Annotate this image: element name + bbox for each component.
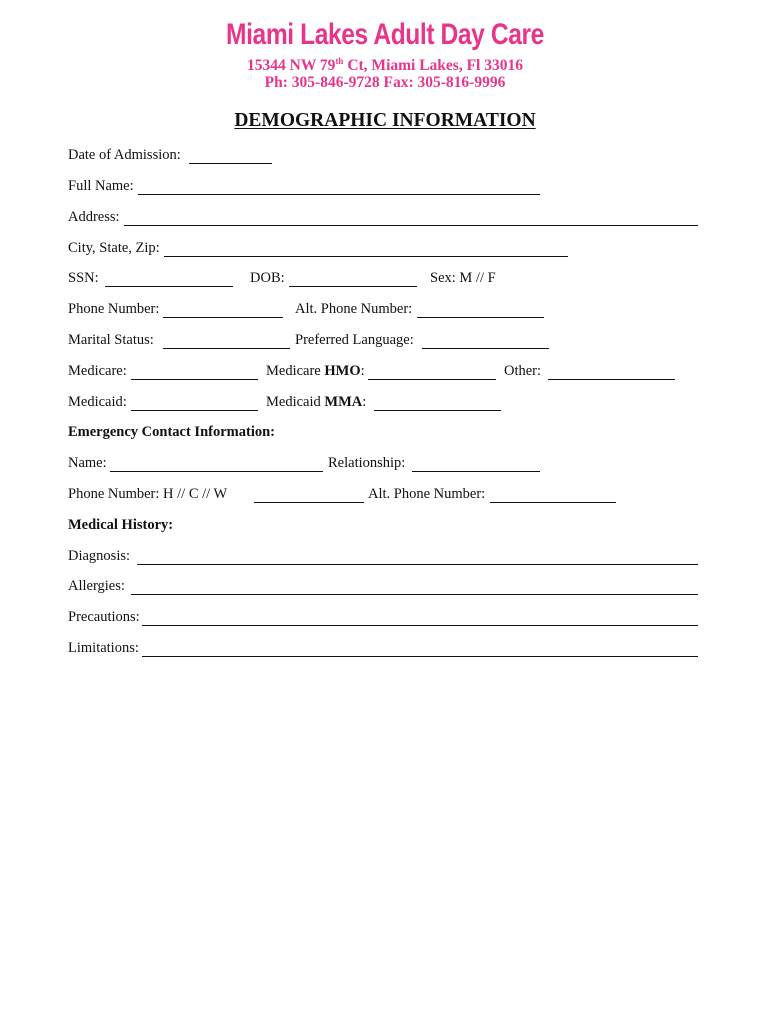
- city-state-zip-field[interactable]: [164, 256, 568, 257]
- medicare-hmo-label: Medicare HMO:: [266, 363, 365, 379]
- medicaid-label: Medicaid:: [68, 394, 127, 410]
- medicaid-mma-label: Medicaid MMA:: [266, 394, 367, 410]
- sex-options[interactable]: Sex: M // F: [430, 270, 496, 286]
- org-address: [0, 56, 770, 75]
- full-name-label: Full Name:: [68, 178, 134, 194]
- ssn-label: SSN:: [68, 270, 99, 286]
- address-label: Address:: [68, 209, 120, 225]
- precautions-field[interactable]: [142, 625, 698, 626]
- org-name: Miami Lakes Adult Day Care: [226, 18, 544, 51]
- form-title: DEMOGRAPHIC INFORMATION: [234, 110, 536, 131]
- medicare-hmo-field[interactable]: [368, 379, 496, 380]
- phone-number-label: Phone Number:: [68, 301, 160, 317]
- medicaid-mma-field[interactable]: [374, 410, 501, 411]
- precautions-label: Precautions:: [68, 609, 140, 625]
- ec-name-label: Name:: [68, 455, 107, 471]
- phone-number-field[interactable]: [163, 317, 283, 318]
- dob-field[interactable]: [289, 286, 417, 287]
- other-label: Other:: [504, 363, 542, 379]
- medical-history-heading: Medical History:: [68, 517, 174, 533]
- diagnosis-field[interactable]: [137, 564, 698, 565]
- ec-alt-phone-number-field[interactable]: [490, 502, 616, 503]
- ssn-field[interactable]: [105, 286, 233, 287]
- address-suffix: Ct, Miami Lakes, Fl 33016: [343, 57, 523, 75]
- marital-status-field[interactable]: [163, 348, 290, 349]
- preferred-language-label: Preferred Language:: [295, 332, 414, 348]
- emergency-contact-heading: Emergency Contact Information:: [68, 424, 275, 440]
- date-of-admission-label: Date of Admission:: [68, 147, 181, 163]
- alt-phone-number-field[interactable]: [417, 317, 544, 318]
- marital-status-label: Marital Status:: [68, 332, 154, 348]
- preferred-language-field[interactable]: [422, 348, 549, 349]
- address-sup: th: [335, 56, 344, 66]
- full-name-field[interactable]: [138, 194, 540, 195]
- city-state-zip-label: City, State, Zip:: [68, 240, 160, 256]
- limitations-field[interactable]: [142, 656, 698, 657]
- address-prefix: 15344 NW 79: [247, 57, 336, 75]
- dob-label: DOB:: [250, 270, 285, 286]
- ec-name-field[interactable]: [110, 471, 323, 472]
- address-field[interactable]: [124, 225, 698, 226]
- date-of-admission-field[interactable]: [189, 163, 272, 164]
- ec-alt-phone-number-label: Alt. Phone Number:: [368, 486, 486, 502]
- other-field[interactable]: [548, 379, 675, 380]
- medicare-label: Medicare:: [68, 363, 127, 379]
- alt-phone-number-label: Alt. Phone Number:: [295, 301, 413, 317]
- allergies-field[interactable]: [131, 594, 698, 595]
- medicare-field[interactable]: [131, 379, 258, 380]
- ec-phone-number-field[interactable]: [254, 502, 364, 503]
- allergies-label: Allergies:: [68, 578, 125, 594]
- diagnosis-label: Diagnosis:: [68, 548, 131, 564]
- relationship-label: Relationship:: [328, 455, 406, 471]
- limitations-label: Limitations:: [68, 640, 139, 656]
- org-phone: Ph: 305-846-9728 Fax: 305-816-9996: [264, 74, 506, 91]
- ec-phone-number-label: Phone Number: H // C // W: [68, 486, 228, 502]
- medicaid-field[interactable]: [131, 410, 258, 411]
- relationship-field[interactable]: [412, 471, 540, 472]
